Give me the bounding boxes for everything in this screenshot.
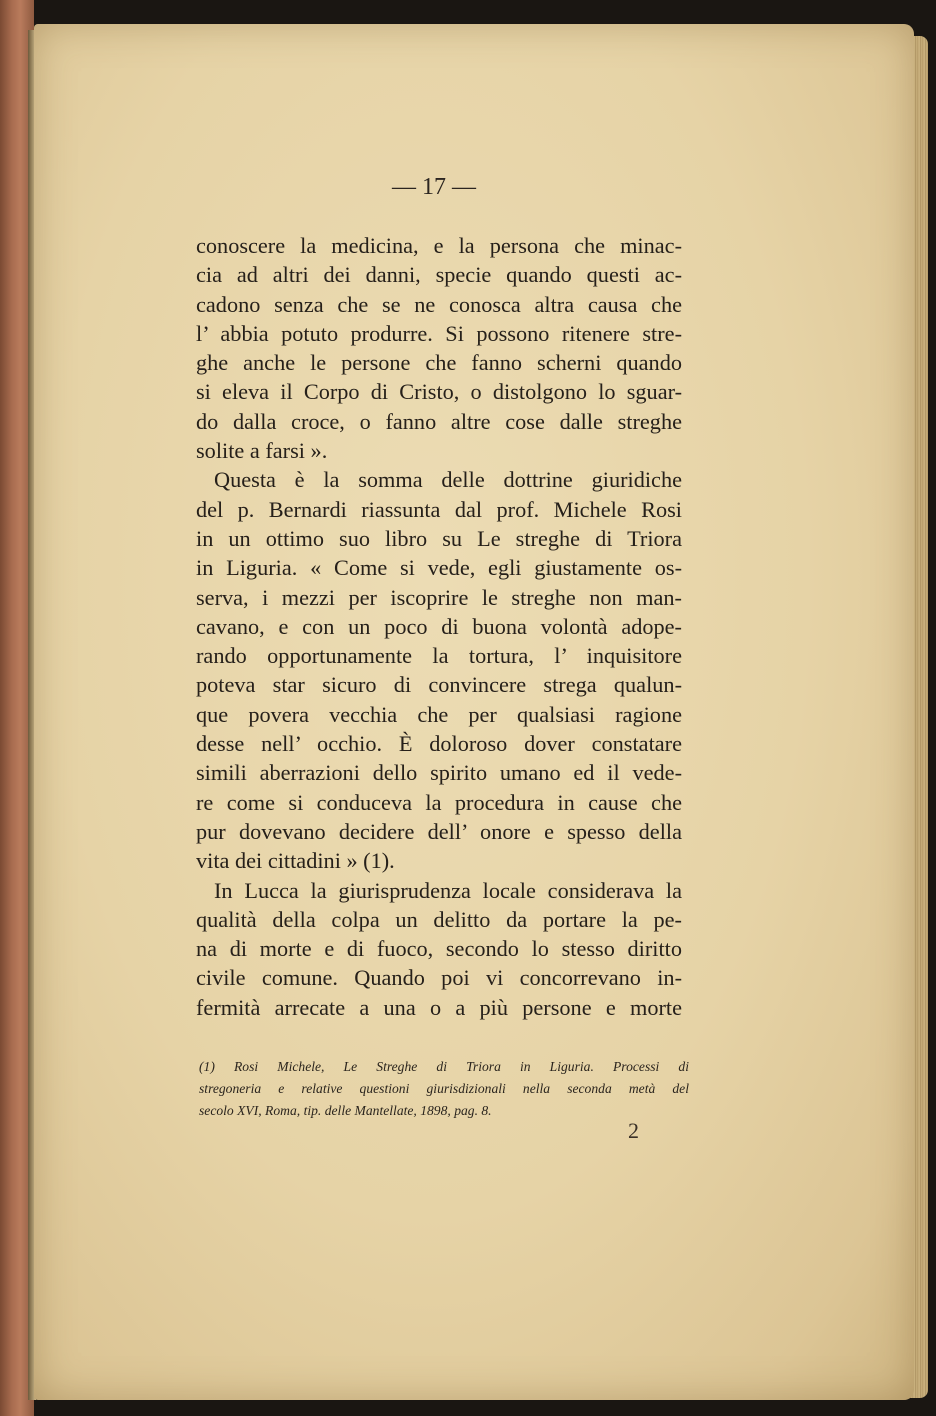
text-line: que povera vecchia che per qualsiasi ragione xyxy=(196,701,682,727)
text-line: cia ad altri dei danni, specie quando questi ac- xyxy=(196,262,682,288)
text-line: fermità arrecate a una o a più persone e morte xyxy=(196,994,682,1020)
text-line: si eleva il Corpo di Cristo, o distolgono lo sguar- xyxy=(196,379,682,405)
body-text xyxy=(196,231,682,1022)
text-line: serva, i mezzi per iscoprire le streghe non man- xyxy=(196,584,682,610)
text-line: simili aberrazioni dello spirito umano ed il vede- xyxy=(196,760,682,786)
text-line: cadono senza che se ne conosca altra causa che xyxy=(196,291,682,317)
text-line: ghe anche le persone che fanno scherni quando xyxy=(196,350,682,376)
text-line: desse nell’ occhio. È doloroso dover constatare xyxy=(196,731,682,757)
text-line: in un ottimo suo libro su Le streghe di Triora xyxy=(196,525,682,551)
footnote-line: secolo XVI, Roma, tip. delle Mantellate, 1898, pag. 8. xyxy=(199,1103,492,1118)
text-line: In Lucca la giurisprudenza locale considerava la xyxy=(214,877,682,903)
text-line: do dalla croce, o fanno altre cose dalle streghe xyxy=(196,408,682,434)
text-line: Questa è la somma delle dottrine giuridiche xyxy=(214,467,682,493)
footnote-line: stregoneria e relative questioni giurisdizionali nella seconda metà del xyxy=(199,1081,689,1096)
text-line: conoscere la medicina, e la persona che minac- xyxy=(196,233,682,258)
text-line: civile comune. Quando poi vi concorrevano in- xyxy=(196,965,682,991)
book-page xyxy=(34,24,914,1400)
text-line: del p. Bernardi riassunta dal prof. Michele Rosi xyxy=(196,496,682,522)
text-line: in Liguria. « Come si vede, egli giustamente os- xyxy=(196,555,682,581)
signature-mark: 2 xyxy=(628,1118,639,1143)
text-line: rando opportunamente la tortura, l’ inquisitore xyxy=(196,643,682,669)
text-line: poteva star sicuro di convincere strega qualun- xyxy=(196,672,682,698)
text-line: solite a farsi ». xyxy=(196,438,328,464)
text-line: l’ abbia potuto produrre. Si possono ritenere stre- xyxy=(196,320,682,346)
footnote-line: (1) Rosi Michele, Le Streghe di Triora in Liguria. Processi di xyxy=(199,1059,689,1074)
text-line: qualità della colpa un delitto da portare la pe- xyxy=(196,906,682,932)
footnote xyxy=(199,1056,689,1122)
text-line: na di morte e di fuoco, secondo lo stesso diritto xyxy=(196,936,682,962)
text-line: pur dovevano decidere dell’ onore e spesso della xyxy=(196,818,682,844)
text-line: re come si conduceva la procedura in cause che xyxy=(196,789,682,815)
page-number: — 17 — xyxy=(392,174,476,200)
text-line: cavano, e con un poco di buona volontà adope- xyxy=(196,613,682,639)
text-line: vita dei cittadini » (1). xyxy=(196,848,395,874)
